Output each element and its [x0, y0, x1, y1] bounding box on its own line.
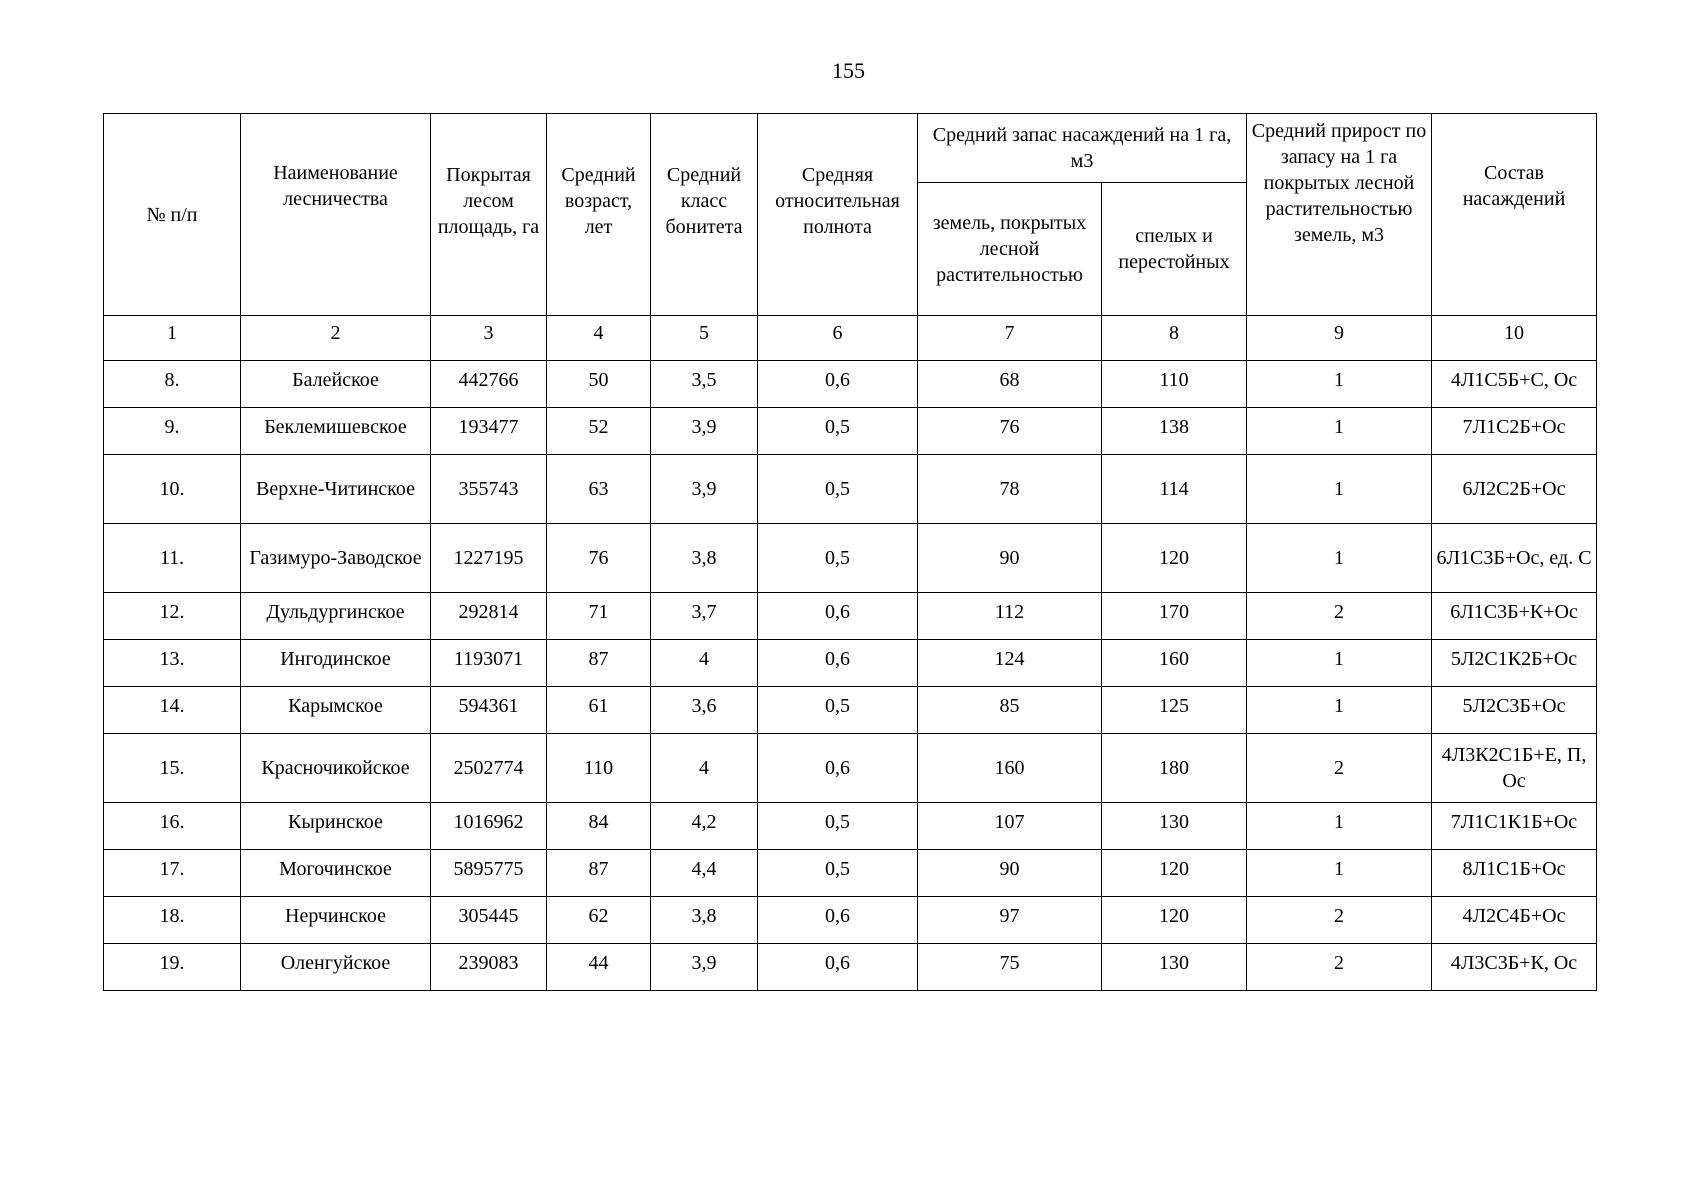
cell-num: 11. — [104, 524, 241, 593]
cell-bonitet: 4 — [651, 640, 758, 687]
cell-stock-mature: 180 — [1102, 734, 1247, 803]
cell-area: 442766 — [431, 361, 547, 408]
cell-density: 0,6 — [758, 897, 918, 944]
cell-bonitet: 3,8 — [651, 524, 758, 593]
cell-stock-covered: 76 — [918, 408, 1102, 455]
table-row — [104, 455, 1597, 524]
cell-name: Дульдургинское — [241, 593, 431, 640]
cell-age: 62 — [547, 897, 651, 944]
cell-age: 61 — [547, 687, 651, 734]
table-row — [104, 361, 1597, 408]
cell-density: 0,5 — [758, 524, 918, 593]
cell-stock-mature: 110 — [1102, 361, 1247, 408]
page-number: 155 — [832, 58, 865, 83]
column-number: 10 — [1432, 316, 1597, 361]
cell-density: 0,5 — [758, 455, 918, 524]
cell-growth: 1 — [1247, 850, 1432, 897]
cell-composition: 8Л1С1Б+Ос — [1432, 850, 1597, 897]
header-growth: Средний прирост по запасу на 1 га покрытых лесной растительностью земель, м3 — [1247, 114, 1432, 316]
cell-stock-mature: 114 — [1102, 455, 1247, 524]
cell-growth: 1 — [1247, 640, 1432, 687]
cell-stock-mature: 170 — [1102, 593, 1247, 640]
cell-area: 239083 — [431, 944, 547, 991]
cell-stock-covered: 112 — [918, 593, 1102, 640]
header-composition: Состав насаждений — [1432, 114, 1597, 316]
cell-age: 76 — [547, 524, 651, 593]
cell-num: 12. — [104, 593, 241, 640]
cell-growth: 1 — [1247, 687, 1432, 734]
cell-density: 0,5 — [758, 408, 918, 455]
cell-num: 17. — [104, 850, 241, 897]
cell-name: Балейское — [241, 361, 431, 408]
column-number: 3 — [431, 316, 547, 361]
cell-composition: 6Л1С3Б+Ос, ед. С — [1432, 524, 1597, 593]
cell-age: 52 — [547, 408, 651, 455]
cell-bonitet: 4 — [651, 734, 758, 803]
cell-stock-covered: 85 — [918, 687, 1102, 734]
table-row — [104, 850, 1597, 897]
cell-growth: 1 — [1247, 408, 1432, 455]
cell-bonitet: 3,8 — [651, 897, 758, 944]
cell-area: 292814 — [431, 593, 547, 640]
header-name: Наименование лесничества — [241, 114, 431, 316]
header-row-1 — [104, 114, 1597, 183]
cell-stock-covered: 160 — [918, 734, 1102, 803]
cell-name: Нерчинское — [241, 897, 431, 944]
cell-age: 87 — [547, 640, 651, 687]
cell-num: 9. — [104, 408, 241, 455]
cell-composition: 6Л2С2Б+Ос — [1432, 455, 1597, 524]
cell-composition: 4Л3К2С1Б+Е, П, Ос — [1432, 734, 1597, 803]
cell-num: 16. — [104, 803, 241, 850]
table-row — [104, 640, 1597, 687]
cell-density: 0,6 — [758, 734, 918, 803]
cell-age: 110 — [547, 734, 651, 803]
cell-age: 87 — [547, 850, 651, 897]
cell-growth: 1 — [1247, 455, 1432, 524]
cell-composition: 7Л1С2Б+Ос — [1432, 408, 1597, 455]
column-number: 5 — [651, 316, 758, 361]
cell-stock-covered: 90 — [918, 850, 1102, 897]
column-number: 7 — [918, 316, 1102, 361]
cell-stock-mature: 130 — [1102, 803, 1247, 850]
cell-composition: 6Л1С3Б+К+Ос — [1432, 593, 1597, 640]
cell-name: Красночикойское — [241, 734, 431, 803]
cell-growth: 1 — [1247, 361, 1432, 408]
forestry-table — [103, 113, 1597, 991]
cell-density: 0,5 — [758, 850, 918, 897]
header-bonitet: Средний класс бонитета — [651, 114, 758, 316]
table-row — [104, 524, 1597, 593]
cell-density: 0,6 — [758, 593, 918, 640]
cell-stock-mature: 120 — [1102, 850, 1247, 897]
cell-growth: 2 — [1247, 593, 1432, 640]
column-number: 2 — [241, 316, 431, 361]
cell-growth: 2 — [1247, 944, 1432, 991]
cell-stock-mature: 130 — [1102, 944, 1247, 991]
cell-bonitet: 3,7 — [651, 593, 758, 640]
header-stock-mature: спелых и перестойных — [1102, 183, 1247, 316]
cell-density: 0,5 — [758, 687, 918, 734]
cell-age: 50 — [547, 361, 651, 408]
cell-stock-mature: 125 — [1102, 687, 1247, 734]
cell-density: 0,6 — [758, 361, 918, 408]
header-stock-covered: земель, покрытых лесной растительностью — [918, 183, 1102, 316]
cell-num: 10. — [104, 455, 241, 524]
cell-growth: 1 — [1247, 524, 1432, 593]
header-age: Средний возраст, лет — [547, 114, 651, 316]
cell-stock-mature: 120 — [1102, 524, 1247, 593]
cell-density: 0,6 — [758, 944, 918, 991]
cell-area: 2502774 — [431, 734, 547, 803]
cell-age: 84 — [547, 803, 651, 850]
cell-growth: 2 — [1247, 897, 1432, 944]
cell-num: 13. — [104, 640, 241, 687]
cell-composition: 5Л2С3Б+Ос — [1432, 687, 1597, 734]
cell-area: 305445 — [431, 897, 547, 944]
column-number-row — [104, 316, 1597, 361]
cell-stock-covered: 75 — [918, 944, 1102, 991]
cell-bonitet: 4,2 — [651, 803, 758, 850]
cell-stock-covered: 97 — [918, 897, 1102, 944]
cell-num: 15. — [104, 734, 241, 803]
cell-area: 5895775 — [431, 850, 547, 897]
cell-num: 8. — [104, 361, 241, 408]
cell-area: 1016962 — [431, 803, 547, 850]
cell-stock-mature: 138 — [1102, 408, 1247, 455]
cell-bonitet: 4,4 — [651, 850, 758, 897]
cell-name: Могочинское — [241, 850, 431, 897]
cell-area: 193477 — [431, 408, 547, 455]
cell-area: 1227195 — [431, 524, 547, 593]
cell-name: Ингодинское — [241, 640, 431, 687]
cell-growth: 1 — [1247, 803, 1432, 850]
cell-name: Беклемишевское — [241, 408, 431, 455]
cell-bonitet: 3,9 — [651, 408, 758, 455]
cell-area: 594361 — [431, 687, 547, 734]
cell-num: 14. — [104, 687, 241, 734]
cell-composition: 4Л2С4Б+Ос — [1432, 897, 1597, 944]
cell-stock-covered: 68 — [918, 361, 1102, 408]
cell-area: 1193071 — [431, 640, 547, 687]
table-row — [104, 897, 1597, 944]
cell-num: 18. — [104, 897, 241, 944]
cell-stock-covered: 78 — [918, 455, 1102, 524]
cell-growth: 2 — [1247, 734, 1432, 803]
table-row — [104, 944, 1597, 991]
cell-composition: 4Л3С3Б+К, Ос — [1432, 944, 1597, 991]
cell-name: Карымское — [241, 687, 431, 734]
cell-composition: 7Л1С1К1Б+Ос — [1432, 803, 1597, 850]
table-row — [104, 734, 1597, 803]
header-area: Покрытая лесом площадь, га — [431, 114, 547, 316]
column-number: 4 — [547, 316, 651, 361]
cell-stock-covered: 124 — [918, 640, 1102, 687]
cell-name: Газимуро-Заводское — [241, 524, 431, 593]
cell-area: 355743 — [431, 455, 547, 524]
cell-num: 19. — [104, 944, 241, 991]
cell-stock-covered: 107 — [918, 803, 1102, 850]
table-row — [104, 408, 1597, 455]
cell-age: 44 — [547, 944, 651, 991]
cell-density: 0,5 — [758, 803, 918, 850]
cell-name: Оленгуйское — [241, 944, 431, 991]
table-row — [104, 803, 1597, 850]
cell-composition: 5Л2С1К2Б+Ос — [1432, 640, 1597, 687]
cell-bonitet: 3,5 — [651, 361, 758, 408]
table-row — [104, 593, 1597, 640]
cell-age: 71 — [547, 593, 651, 640]
cell-name: Кыринское — [241, 803, 431, 850]
cell-bonitet: 3,9 — [651, 944, 758, 991]
column-number: 6 — [758, 316, 918, 361]
cell-age: 63 — [547, 455, 651, 524]
header-num: № п/п — [104, 114, 241, 316]
table-row — [104, 687, 1597, 734]
cell-stock-mature: 160 — [1102, 640, 1247, 687]
cell-bonitet: 3,9 — [651, 455, 758, 524]
cell-stock-covered: 90 — [918, 524, 1102, 593]
cell-composition: 4Л1С5Б+С, Ос — [1432, 361, 1597, 408]
cell-bonitet: 3,6 — [651, 687, 758, 734]
cell-density: 0,6 — [758, 640, 918, 687]
column-number: 1 — [104, 316, 241, 361]
column-number: 8 — [1102, 316, 1247, 361]
cell-name: Верхне-Читинское — [241, 455, 431, 524]
column-number: 9 — [1247, 316, 1432, 361]
cell-stock-mature: 120 — [1102, 897, 1247, 944]
header-density: Средняя относительная полнота — [758, 114, 918, 316]
header-stock-group: Средний запас насаждений на 1 га, м3 — [918, 114, 1247, 183]
